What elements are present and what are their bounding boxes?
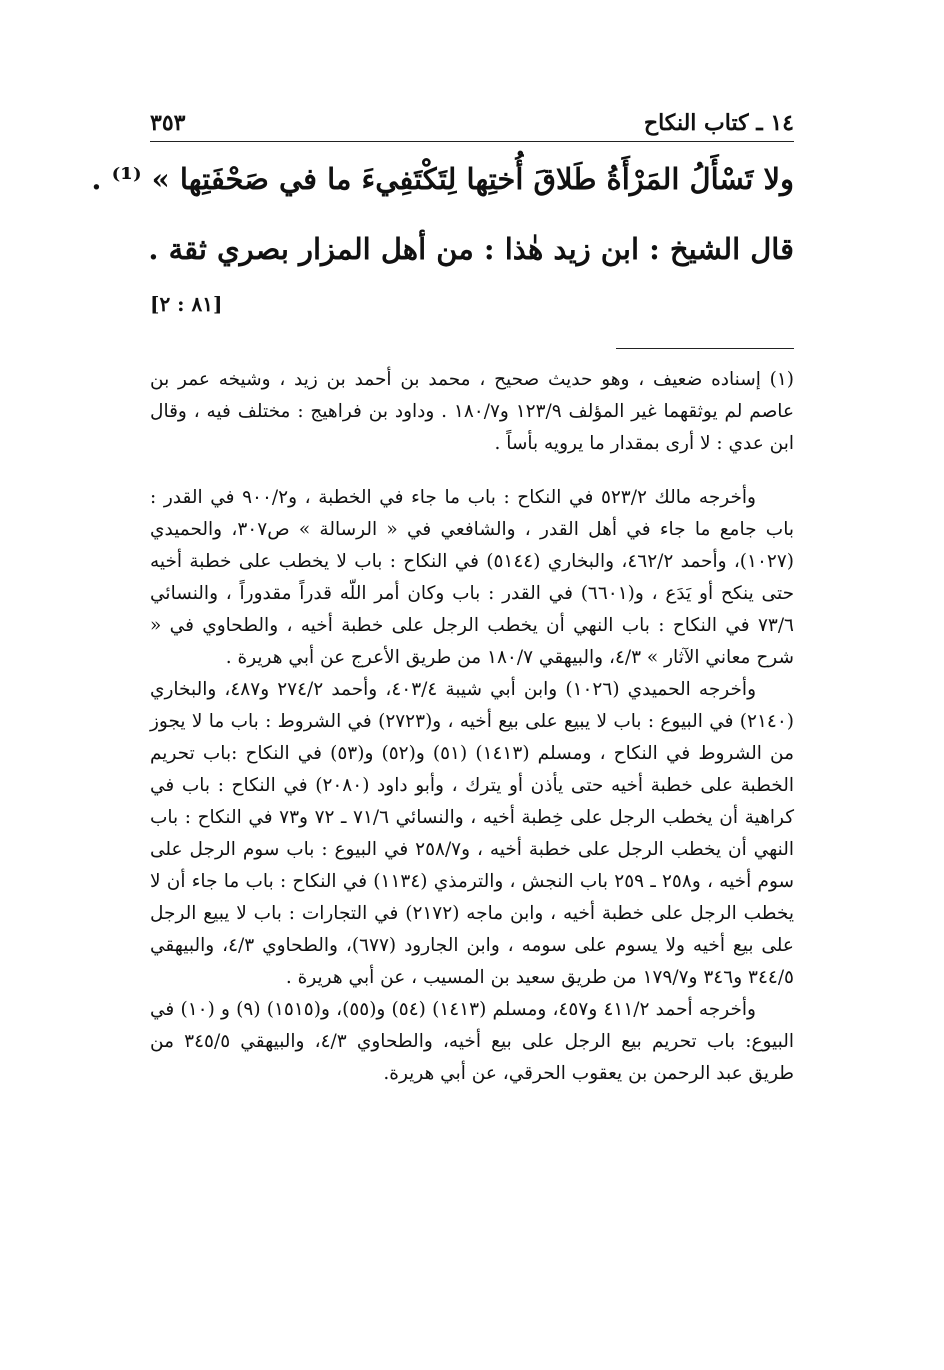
hadith-reference: [٨١ : ٢] [150, 292, 223, 316]
page-number: ٣٥٣ [150, 110, 186, 136]
running-header [150, 100, 794, 136]
chapter-title: ١٤ ـ كتاب النكاح [643, 110, 794, 136]
footnote-paragraph: وأخرجه أحمد ٤١١/٢ و٤٥٧، ومسلم (١٤١٣) (٥٤) و(٥٥)، و(١٥١٥) (٩) و (١٠) في البيوع: باب تحريم بيع الرجل على بيع أخيه، والطحاوي ٤/٣، والبيهقي ٣٤٥/٥ من طريق عبد الرحمن بن يعقوب الحرقي، عن أبي هريرة. [150, 999, 794, 1084]
footnote-paragraph: وأخرجه الحميدي (١٠٢٦) وابن أبي شيبة ٤٠٣/٤، وأحمد ٢٧٤/٢ و٤٨٧، والبخاري (٢١٤٠) في البيوع : باب لا يبيع على بيع أخيه ، و(٢٧٢٣) في الشروط : باب ما لا يجوز من الشروط في النكاح ، ومسلم (١٤١٣) (٥١) و(٥٢) و(٥٣) في النكاح :باب تحريم الخطبة على خطبة أخيه حتى يأذن أو يترك ، وأبو داود (٢٠٨٠) في النكاح : باب في كراهية أن يخطب الرجل على خِطبة أخيه ، والنسائي ٧١/٦ ـ ٧٢ و٧٣ في النكاح : باب النهي أن يخطب الرجل على خطبة أخيه ، و٢٥٨/٧ في البيوع : باب سوم الرجل على سوم أخيه ، و٢٥٨ ـ ٢٥٩ باب النجش ، والترمذي (١١٣٤) في النكاح : باب ما جاء أن لا يخطب الرجل على خطبة أخيه ، وابن ماجه (٢١٧٢) في التجارات : باب لا يبيع الرجل على بيع أخيه ولا يسوم على سومه ، وابن الجارود (٦٧٧)، والطحاوي ٤/٣، والبيهقي ٣٤٤/٥ و٣٤٦ و١٧٩/٧ من طريق سعيد بن المسيب ، عن أبي هريرة . [150, 679, 795, 988]
footnote-separator [616, 348, 794, 349]
footnotes [150, 364, 794, 1090]
footnote-1: (١) إسناده ضعيف ، وهو حديث صحيح ، محمد بن أحمد بن زيد ، وشيخه عمر بن عاصم لم يوثقهما غير المؤلف ١٢٣/٩ و١٨٠/٧ . وداود بن فراهيج : مختلف فيه ، وقال ابن عدي : لا أرى بمقدار ما يرويه بأساً . [150, 369, 794, 454]
footnote-paragraph: وأخرجه مالك ٥٢٣/٢ في النكاح : باب ما جاء في الخطبة ، و٩٠٠/٢ في القدر : باب جامع ما جاء في أهل القدر ، والشافعي في « الرسالة » ص٣٠٧، والحميدي (١٠٢٧)، وأحمد ٤٦٢/٢، والبخاري (٥١٤٤) في النكاح : باب لا يخطب على خطبة أخيه حتى ينكح أو يَدَع ، و(٦٦٠١) في القدر : باب وكان أمر اللّه قدراً مقدوراً ، والنسائي ٧٣/٦ في النكاح : باب النهي أن يخطب الرجل على خطبة أخيه ، والطحاوي في « شرح معاني الآثار » ٤/٣، والبيهقي ١٨٠/٧ من طريق الأعرج عن أبي هريرة . [150, 487, 794, 668]
hadith-text: ولا تَسْأَلُ المَرْأَةُ طَلاقَ أُختِها لِتَكْتَفِيءَ ما في صَحْفَتِها » ⁽¹⁾ . [91, 162, 794, 196]
sheikh-comment: قال الشيخ : ابن زيد هٰذا : من أهل المزار بصري ثقة . [148, 232, 794, 266]
header-rule [150, 141, 794, 142]
